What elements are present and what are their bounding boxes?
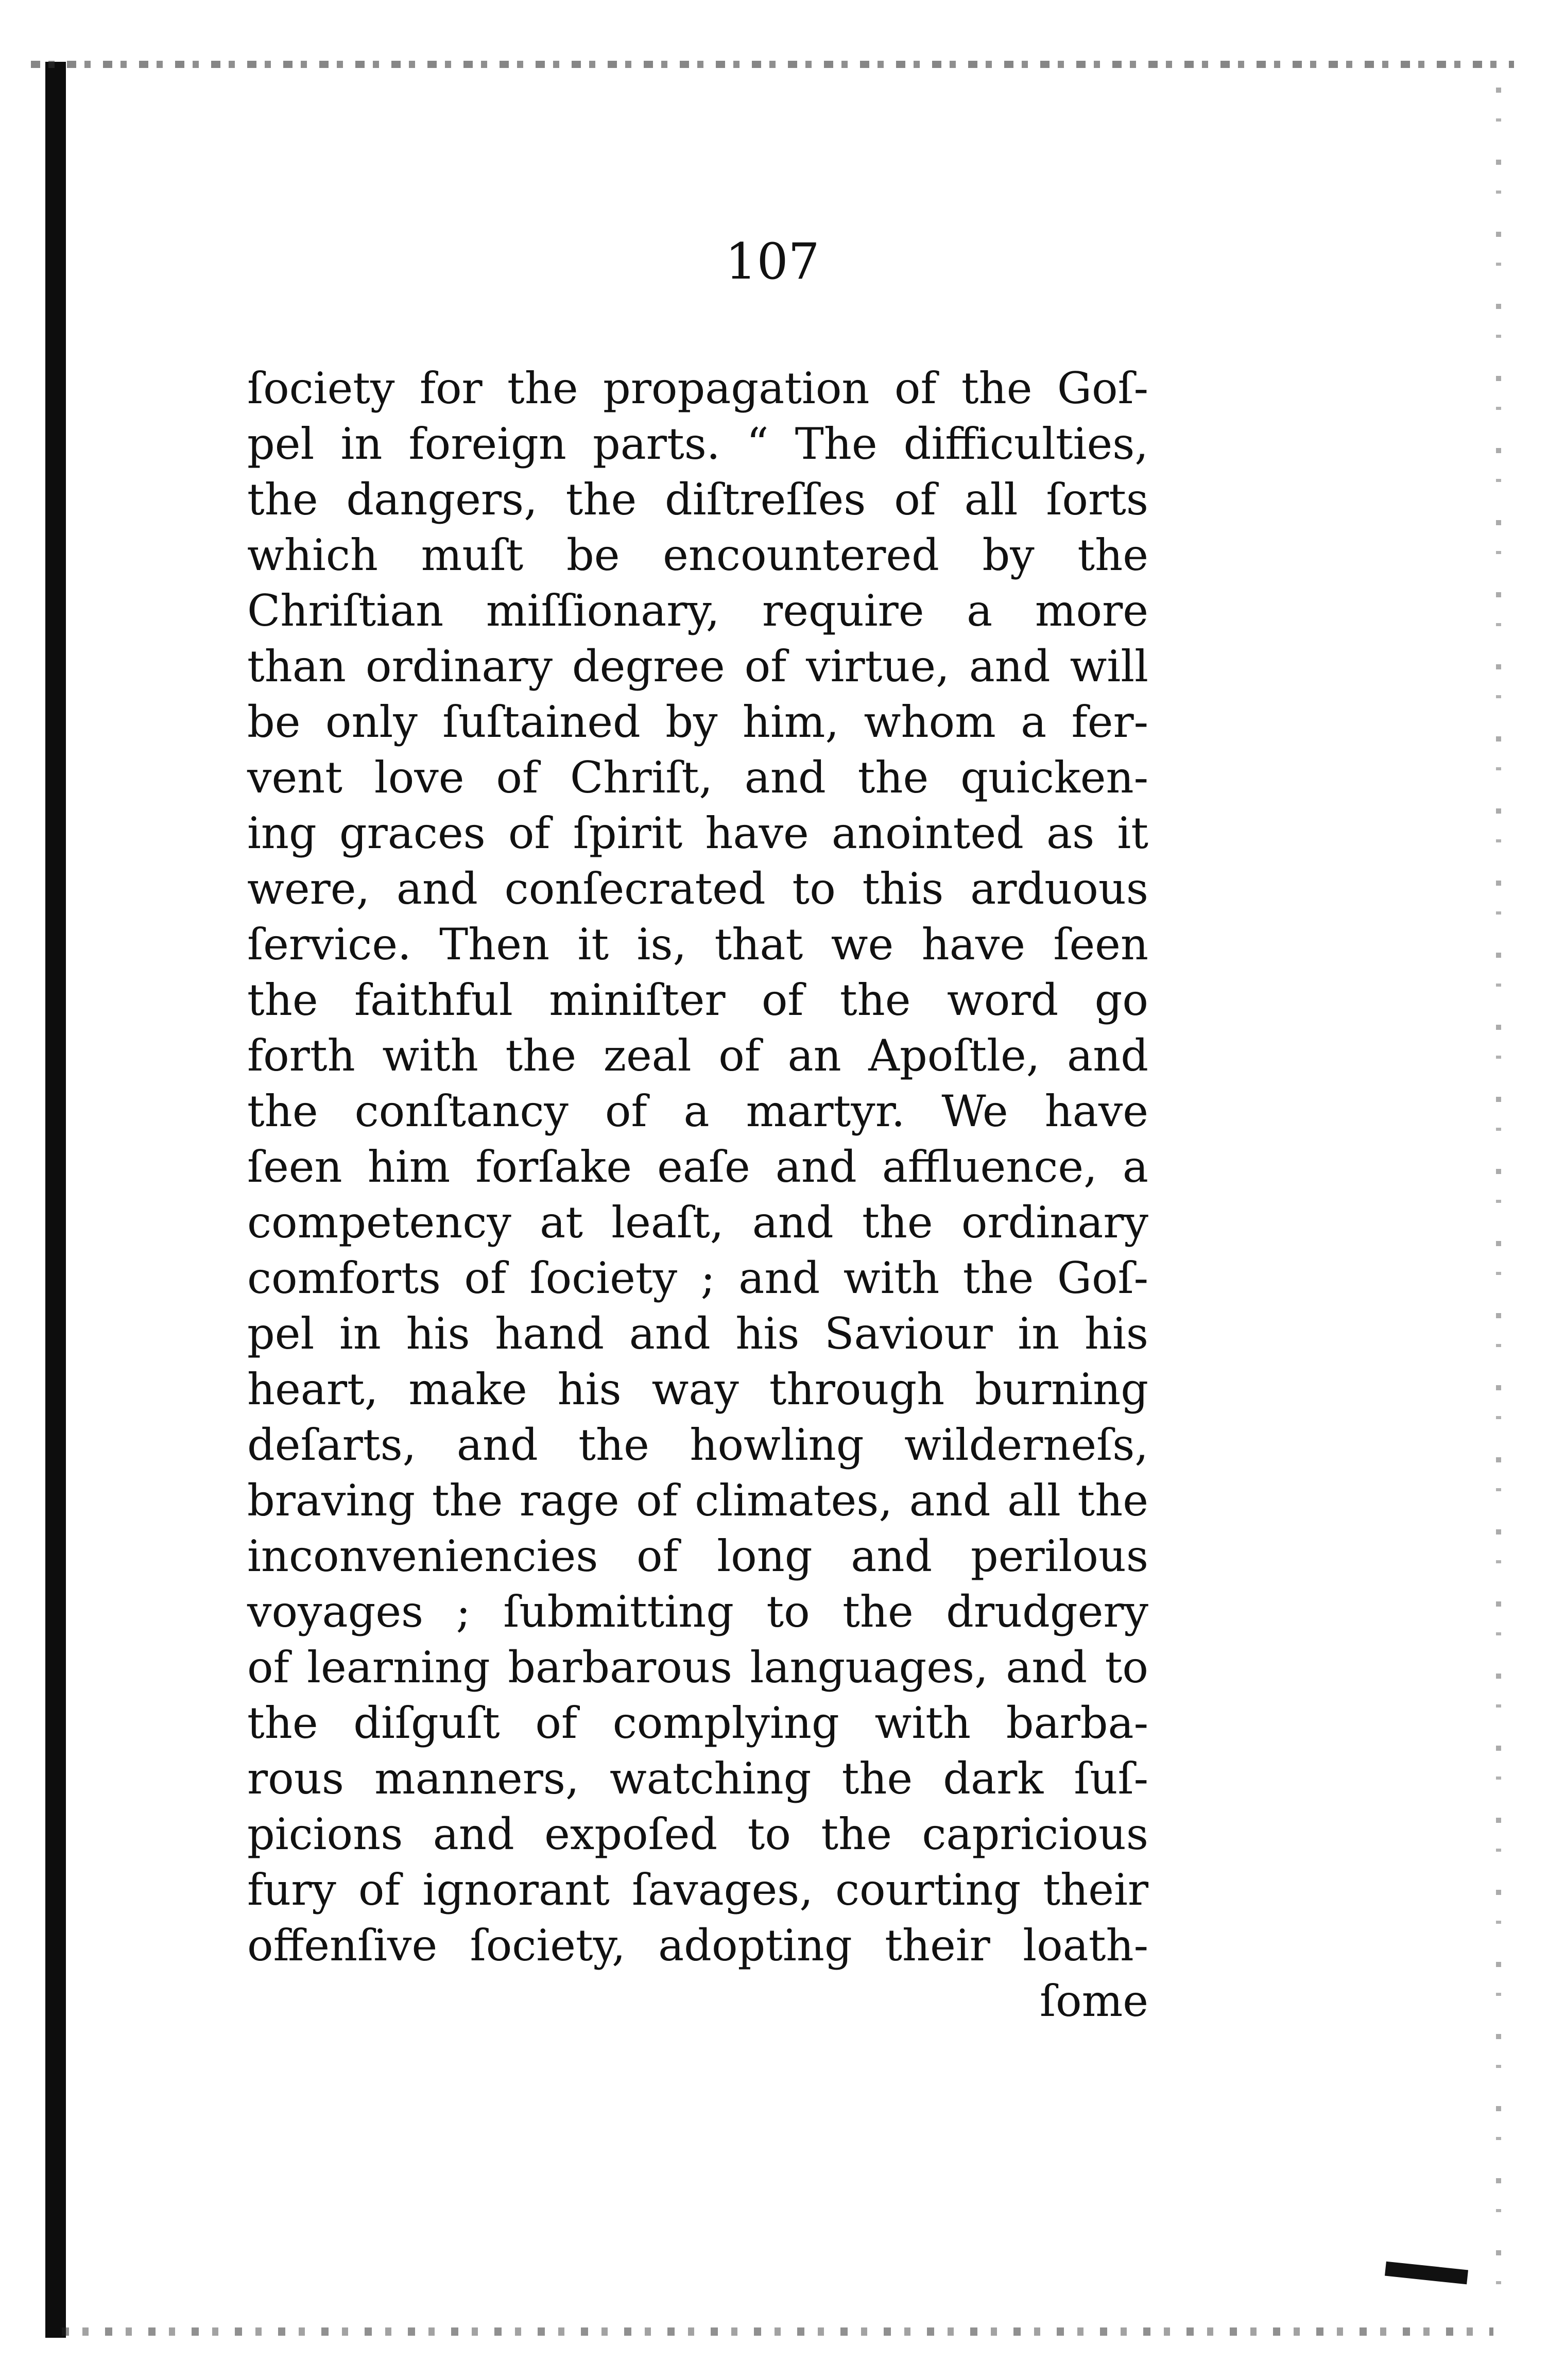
page-number: 107 (725, 233, 820, 290)
text-line: ſociety for the propagation of the Goſ- (247, 363, 1148, 413)
text-line: the dangers, the diſtreſſes of all ſorts (247, 474, 1148, 525)
text-line: inconveniencies of long and perilous (247, 1531, 1148, 1581)
text-line: comforts of ſociety ; and with the Goſ- (247, 1253, 1148, 1303)
corner-mark (1385, 2262, 1468, 2285)
text-line: which muſt be encountered by the (247, 530, 1148, 580)
text-line: forth with the zeal of an Apoſtle, and (247, 1030, 1148, 1081)
right-page-edge (1496, 88, 1501, 2302)
text-line: offenſive ſociety, adopting their loath- (247, 1920, 1148, 1971)
text-line: the diſguſt of complying with barba- (247, 1698, 1148, 1748)
text-line: braving the rage of climates, and all the (247, 1475, 1148, 1526)
text-line: pel in his hand and his Saviour in his (247, 1308, 1148, 1359)
text-line: than ordinary degree of virtue, and will (247, 641, 1148, 692)
text-line: pel in foreign parts. “ The difficulties, (247, 419, 1148, 469)
text-line: Chriſtian miſſionary, require a more (247, 585, 1148, 636)
text-line: competency at leaſt, and the ordinary (247, 1197, 1148, 1248)
text-line: ing graces of ſpirit have anointed as it (247, 808, 1148, 858)
text-line: deſarts, and the howling wilderneſs, (247, 1420, 1148, 1470)
text-line: of learning barbarous languages, and to (247, 1642, 1148, 1693)
text-line: be only ſuſtained by him, whom a fer- (247, 697, 1148, 747)
binding-edge (45, 62, 66, 2338)
text-line: were, and conſecrated to this arduous (247, 864, 1148, 914)
bottom-page-edge (62, 2327, 1493, 2336)
text-line: the faithful miniſter of the word go (247, 975, 1148, 1025)
catchword: ſome (1039, 1976, 1148, 2026)
text-line: ſervice. Then it is, that we have ſeen (247, 919, 1148, 970)
body-text (247, 360, 1148, 2029)
text-line: heart, make his way through burning (247, 1364, 1148, 1415)
text-line: picions and expoſed to the capricious (247, 1809, 1148, 1859)
text-line: vent love of Chriſt, and the quicken- (247, 752, 1148, 803)
top-page-edge (31, 61, 1514, 68)
text-line: voyages ; ſubmitting to the drudgery (247, 1586, 1148, 1637)
text-line: rous manners, watching the dark ſuſ- (247, 1753, 1148, 1804)
text-line: the conſtancy of a martyr. We have (247, 1086, 1148, 1136)
text-line: ſeen him forſake eaſe and affluence, a (247, 1142, 1148, 1192)
text-line: fury of ignorant ſavages, courting their (247, 1865, 1148, 1915)
